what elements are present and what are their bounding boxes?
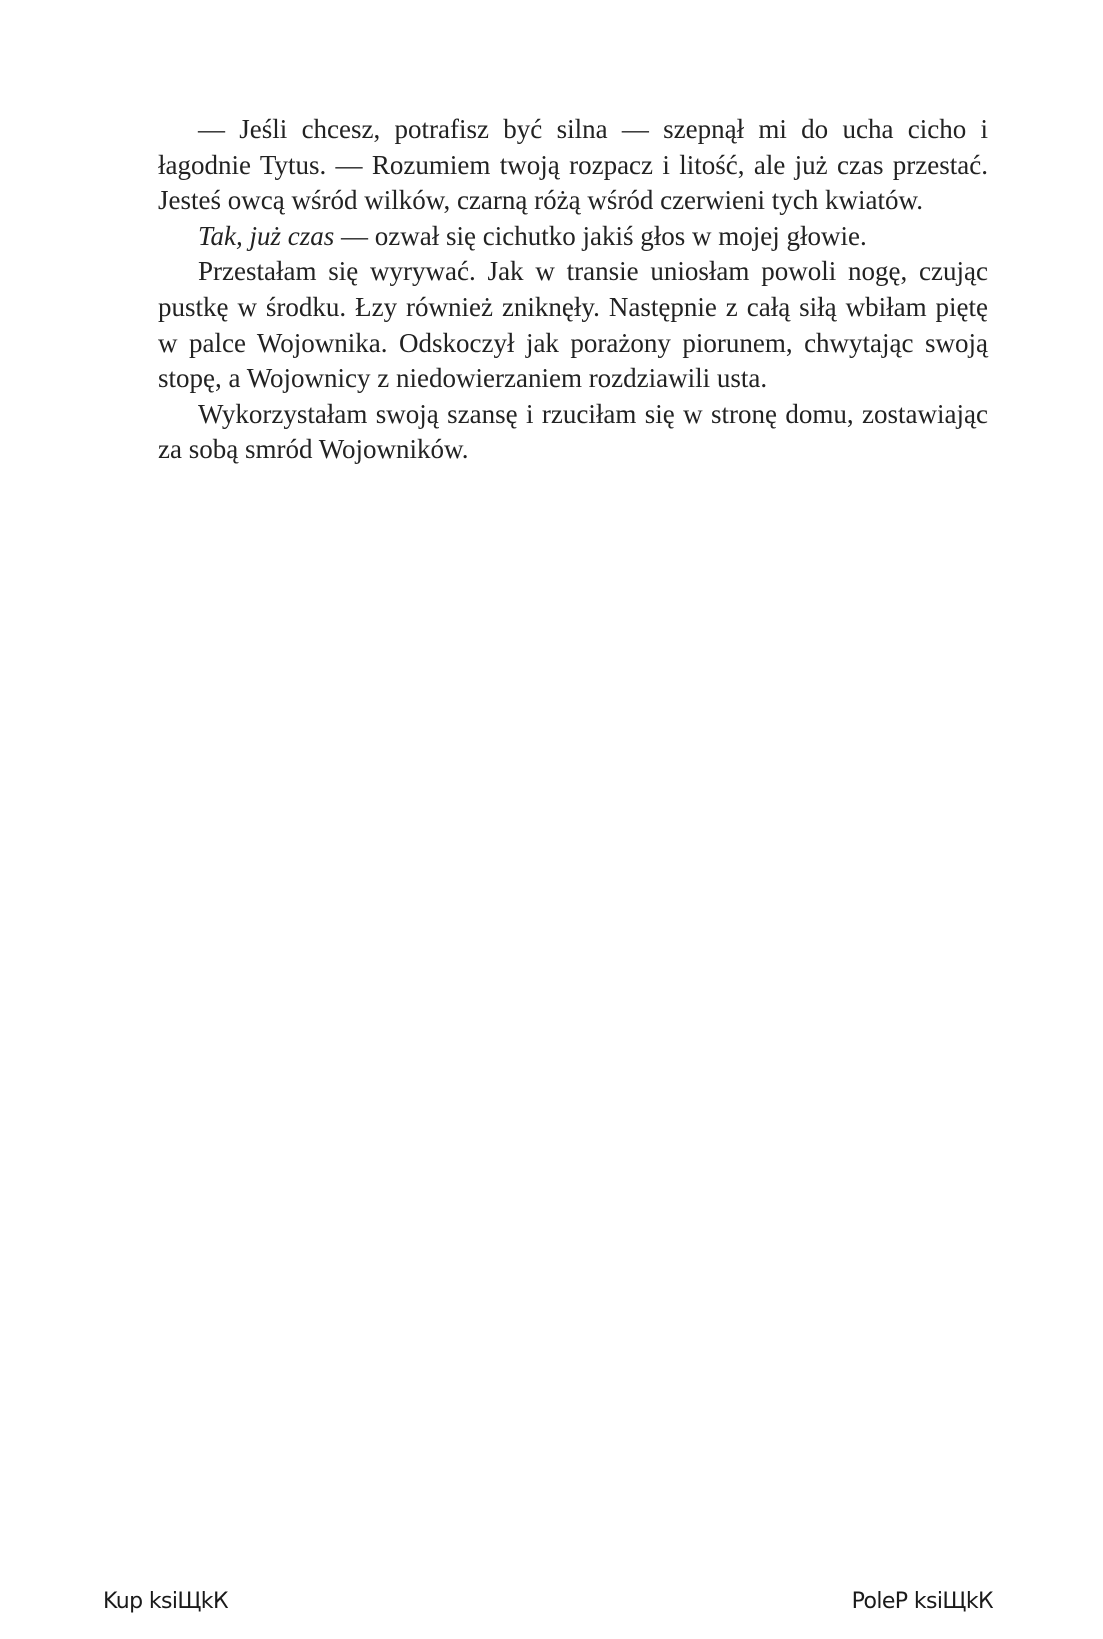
paragraph: Przestałam się wyrywać. Jak w transie uniosłam powoli nogę, czując pustkę w środku. Łzy również zniknęły. Następnie z całą siłą wbiłam piętę w palce Wojownika. Odskoczył jak porażony piorunem, chwytając swoją stopę, a Wojownicy z niedowierzaniem rozdziawili usta. xyxy=(158,256,988,394)
italic-phrase: Tak, już czas xyxy=(198,220,335,251)
buy-book-link[interactable]: Kup ksiЩkК xyxy=(103,1589,228,1614)
recommend-book-link[interactable]: PoleР ksiЩkК xyxy=(851,1589,993,1614)
paragraph xyxy=(158,219,988,255)
paragraph: — Jeśli chcesz, potrafisz być silna — szepnął mi do ucha cicho i łagodnie Tytus. — Rozumiem twoją rozpacz i litość, ale już czas przestać. Jesteś owcą wśród wilków, czarną różą wśród czerwieni tych kwiatów. xyxy=(158,114,988,216)
paragraph: Wykorzystałam swoją szansę i rzuciłam się w stronę domu, zostawiając za sobą smród Wojowników. xyxy=(158,398,988,465)
paragraph-text: — ozwał się cichutko jakiś głos w mojej głowie. xyxy=(334,220,867,251)
page-body xyxy=(158,112,988,468)
